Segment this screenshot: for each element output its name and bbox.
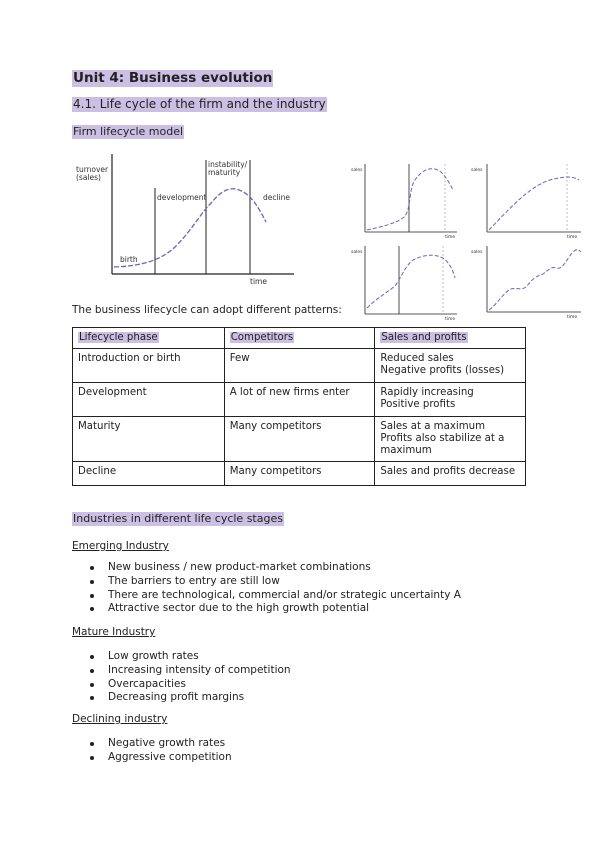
- industries-heading: Industries in different life cycle stages: [73, 512, 283, 525]
- patterns-intro-text: The business lifecycle can adopt different patterns:: [72, 304, 342, 316]
- table-cell: Maturity: [73, 417, 225, 462]
- table-cell: Sales at a maximum Profits also stabilize at a maximum: [375, 417, 526, 462]
- mature-industry-list: [90, 650, 291, 705]
- table-cell: Development: [73, 383, 225, 417]
- list-item: Increasing intensity of competition: [90, 664, 291, 678]
- table-cell: A lot of new firms enter: [224, 383, 375, 417]
- list-item: Low growth rates: [90, 650, 291, 664]
- y-label-1: turnover: [76, 165, 109, 174]
- lifecycle-table: [72, 327, 526, 486]
- pattern-chart-3-xlabel: time: [445, 317, 456, 322]
- pattern-chart-1-ylabel: sales: [351, 168, 363, 173]
- pattern-chart-4-xlabel: time: [567, 315, 578, 320]
- list-item: Overcapacities: [90, 678, 291, 692]
- label-decline: decline: [263, 193, 291, 202]
- pattern-chart-2: [471, 164, 581, 240]
- table-row: [73, 383, 526, 417]
- lifecycle-pattern-charts: [345, 158, 585, 323]
- x-label: time: [250, 277, 267, 286]
- list-item: The barriers to entry are still low: [90, 575, 461, 589]
- table-row: [73, 417, 526, 462]
- pattern-chart-4-ylabel: sales: [471, 250, 483, 255]
- subsection-heading: Firm lifecycle model: [73, 125, 184, 138]
- y-label-2: (sales): [76, 173, 101, 182]
- table-cell: Many competitors: [224, 462, 375, 486]
- table-cell: Sales and profits decrease: [375, 462, 526, 486]
- pattern-chart-3-ylabel: sales: [351, 250, 363, 255]
- table-header: Lifecycle phase: [73, 328, 225, 349]
- list-item: Negative growth rates: [90, 737, 232, 751]
- table-cell: Many competitors: [224, 417, 375, 462]
- pattern-chart-2-xlabel: time: [567, 235, 578, 240]
- list-item: Decreasing profit margins: [90, 691, 291, 705]
- mature-industry-title: Mature Industry: [72, 626, 156, 638]
- table-cell: Reduced sales Negative profits (losses): [375, 349, 526, 383]
- declining-industry-title: Declining industry: [72, 713, 168, 725]
- table-row: [73, 462, 526, 486]
- table-header-row: [73, 328, 526, 349]
- page-title: Unit 4: Business evolution: [73, 70, 273, 86]
- label-development: development: [157, 193, 207, 202]
- table-cell: Introduction or birth: [73, 349, 225, 383]
- label-maturity-1: instability/: [208, 160, 248, 169]
- emerging-industry-title: Emerging Industry: [72, 540, 169, 552]
- table-cell: Decline: [73, 462, 225, 486]
- section-heading: 4.1. Life cycle of the firm and the industry: [73, 97, 326, 111]
- label-maturity-2: maturity: [208, 168, 241, 177]
- declining-industry-list: [90, 737, 232, 765]
- list-item: There are technological, commercial and/or strategic uncertainty A: [90, 589, 461, 603]
- table-row: [73, 349, 526, 383]
- pattern-chart-4: [471, 246, 581, 320]
- firm-lifecycle-diagram: [72, 150, 302, 290]
- label-birth: birth: [120, 255, 138, 264]
- table-cell: Rapidly increasing Positive profits: [375, 383, 526, 417]
- emerging-industry-list: [90, 561, 461, 616]
- table-header: Sales and profits: [375, 328, 526, 349]
- list-item: Aggressive competition: [90, 751, 232, 765]
- pattern-chart-1: [351, 164, 457, 240]
- pattern-chart-1-xlabel: time: [445, 235, 456, 240]
- list-item: New business / new product-market combinations: [90, 561, 461, 575]
- table-header: Competitors: [224, 328, 375, 349]
- pattern-chart-3: [351, 246, 457, 322]
- table-cell: Few: [224, 349, 375, 383]
- list-item: Attractive sector due to the high growth potential: [90, 602, 461, 616]
- pattern-chart-2-ylabel: sales: [471, 168, 483, 173]
